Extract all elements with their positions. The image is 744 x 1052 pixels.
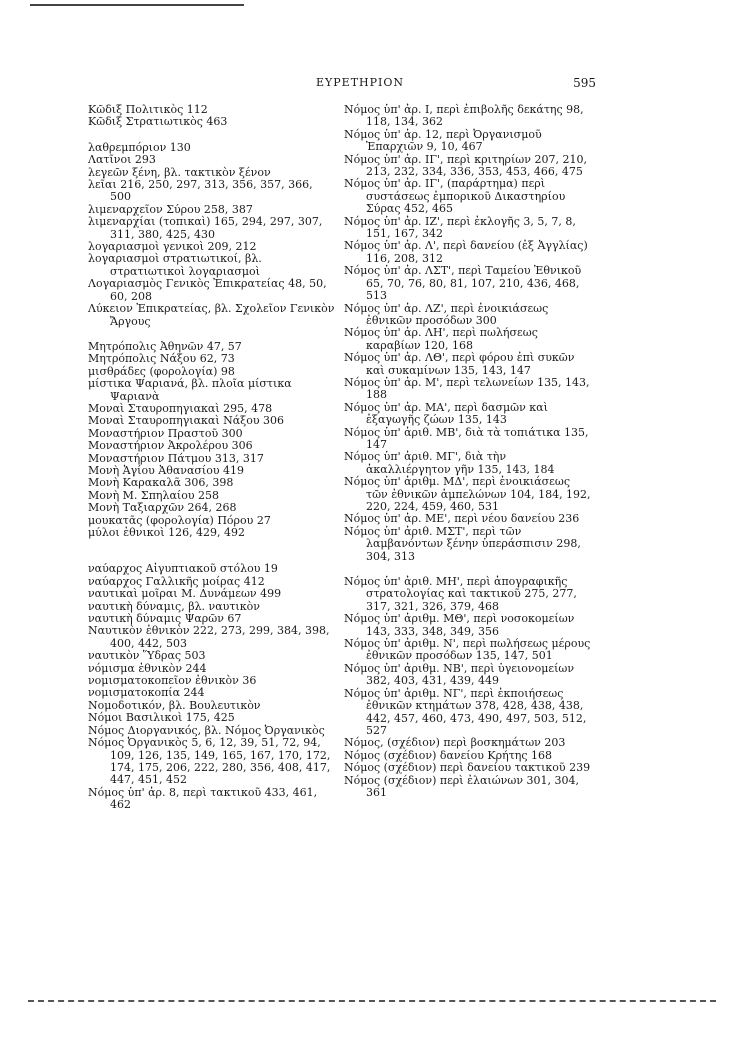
index-entry: Νόμος ὑπ' ἀριθμ. ΝΓ', περὶ ἐκποιήσεως ἐθνικῶν κτημάτων 378, 428, 438, 438, 442, 457, 460, 473, 490, 497, 503, 512, 527 [344,686,587,737]
index-column-left [88,104,336,812]
index-entry: ναυτικὸν Ὕδρας 503 [88,649,206,663]
index-entry: Νόμος ὑπ' ἀρ. Ι, περὶ ἐπιβολῆς δεκάτης 98, 118, 134, 362 [344,103,584,129]
index-entry: Μονὴ Ἁγίου Ἀθανασίου 419 [88,463,245,477]
index-entry: μισθράδες (φορολογία) 98 [88,364,235,378]
index-entry: λαθρεμπόριον 130 [88,140,191,154]
index-entry: νόμισμα ἐθνικὸν 244 [88,661,207,675]
index-entry: Νόμος ὑπ' ἀρ. ΛΗ', περὶ πωλήσεως καραβίων 120, 168 [344,326,538,352]
index-entry: Νόμοι Βασιλικοὶ 175, 425 [88,711,235,725]
index-entry: Νόμος (σχέδιον) περὶ δανείου τακτικοῦ 239 [344,761,591,775]
index-entry: Νόμος ὑπ' ἀρ. 8, περὶ τακτικοῦ 433, 461, 462 [88,785,318,812]
index-entry: Νόμος ὑπ' ἀριθ. ΜΓ', διὰ τὴν ἀκαλλιέργητον γῆν 135, 143, 184 [344,450,555,476]
index-entry: Νόμος ὑπ' ἀρ. ΛΘ', περὶ φόρου ἐπὶ συκῶν καὶ συκαμίνων 135, 143, 147 [344,351,575,377]
index-entry: Νόμος ὑπ' ἀριθμ. Ν', περὶ πωλήσεως μέρους ἐθνικῶν προσόδων 135, 147, 501 [344,637,591,663]
index-entry: νομισματοκοπεῖον ἐθνικὸν 36 [88,674,257,688]
index-entry: Νόμος ὑπ' ἀριθμ. ΜΔ', περὶ ἐνοικιάσεως τῶν ἐθνικῶν ἀμπελώνων 104, 184, 192, 220, 224, 459, 460, 531 [344,475,591,513]
index-entry: λεῖαι 216, 250, 297, 313, 356, 357, 366, 500 [88,178,313,204]
index-entry: Ναυτικὸν ἐθνικὸν 222, 273, 299, 384, 398, 400, 442, 503 [88,624,330,650]
index-entry: Νόμος ὑπ' ἀρ. ΛΖ', περὶ ἐνοικιάσεως ἐθνικῶν προσόδων 300 [344,301,549,327]
index-entry: Μητρόπολις Νάξου 62, 73 [88,352,235,366]
index-entry: ναυτικὴ δύναμις, βλ. ναυτικὸν [88,599,260,613]
index-entry: Νόμος ὑπ' ἀριθ. ΜΗ', περὶ ἀπογραφικῆς στρατολογίας καὶ τακτικοῦ 275, 277, 317, 321, 326, 379, 468 [344,575,577,613]
index-entry: Νόμος (σχέδιον) δανείου Κρήτης 168 [344,748,553,762]
top-edge-rule [30,4,244,6]
index-entry: Νόμος ὑπ' ἀριθ. ΜΒ', διὰ τὰ τοπιάτικα 135, 147 [344,425,589,451]
index-entry: μύλοι ἐθνικοὶ 126, 429, 492 [88,526,246,539]
index-entry: Μονὴ Καρακαλᾶ 306, 398 [88,476,234,490]
index-entry: Νόμος ὑπ' ἀριθμ. ΜΘ', περὶ νοσοκομείων 143, 333, 348, 349, 356 [344,612,575,638]
index-entry: Νόμος ὑπ' ἀρ. ΙΓ', περὶ κριτηρίων 207, 210, 213, 232, 334, 336, 353, 453, 466, 475 [344,152,587,179]
index-entry: Νόμος ὑπ' ἀρ. Λ', περὶ δανείου (ἐξ Ἀγγλίας) 116, 208, 312 [344,239,588,265]
index-entry: Νομοδοτικόν, βλ. Βουλευτικὸν [88,698,261,712]
index-entry: λεγεῶν ξένη, βλ. τακτικὸν ξένον [88,165,271,179]
index-entry: Νόμος Διοργανικός, βλ. Νόμος Ὀργανικὸς [88,723,325,737]
bottom-edge-rule [28,1000,716,1002]
index-entry: Νόμος ὑπ' ἀρ. ΜΕ', περὶ νέου δανείου 236 [344,512,580,526]
index-entry: Νόμος ὑπ' ἀριθμ. ΝΒ', περὶ ὑγειονομείων 382, 403, 431, 439, 449 [344,661,575,688]
index-entry: Μονὴ Μ. Σπηλαίου 258 [88,488,220,502]
index-entry: Νόμος ὑπ' ἀρ. ΜΑ', περὶ δασμῶν καὶ ἐξαγωγῆς ζώων 135, 143 [344,400,548,427]
index-entry: Λογαριασμὸς Γενικὸς Ἐπικρατείας 48, 50, 60, 208 [88,277,327,303]
index-entry: ναύαρχος Γαλλικῆς μοίρας 412 [88,574,265,588]
index-entry: ναυτικὴ δύναμις Ψαρῶν 67 [88,612,242,626]
index-entry: μουκατᾶς (φορολογία) Πόρου 27 [88,513,271,527]
index-entry: Μονὴ Ταξιαρχῶν 264, 268 [88,501,237,515]
index-entry: Κῶδιξ Στρατιωτικὸς 463 [88,115,228,129]
index-entry: Νόμος ὑπ' ἀρ. ΛΣΤ', περὶ Ταμείου Ἐθνικοῦ 65, 70, 76, 80, 81, 107, 210, 436, 468, 513 [344,264,582,303]
index-entry: λογαριασμοὶ στρατιωτικοί, βλ. στρατιωτικοὶ λογαριασμοὶ [88,252,262,278]
index-entry: Λατῖνοι 293 [88,153,156,167]
index-entry: Νόμος ὑπ' ἀρ. ΙΖ', περὶ ἐκλογῆς 3, 5, 7, 8, 151, 167, 342 [344,214,576,241]
page-number: 595 [573,76,596,90]
index-entry: Νόμος ὑπ' ἀρ. Μ', περὶ τελωνείων 135, 143, 188 [344,375,590,402]
index-entry: νομισματοκοπία 244 [88,686,205,700]
index-entry: Λύκειον Ἐπικρατείας, βλ. Σχολεῖον Γενικὸν Ἄργους [88,302,335,328]
index-entry: λιμεναρχίαι (τοπικαὶ) 165, 294, 297, 307, 311, 380, 425, 430 [88,215,323,241]
index-entry: μίστικα Ψαριανά, βλ. πλοῖα μίστικα Ψαριανὰ [88,377,292,403]
index-entry: Νόμος Ὀργανικὸς 5, 6, 12, 39, 51, 72, 94, 109, 126, 135, 149, 165, 167, 170, 172, 174, 175, 206, 222, 280, 356, 408, 417, 447, 451, 452 [88,736,331,787]
running-head [0,76,744,92]
index-entry: Μοναὶ Σταυροπηγιακαὶ 295, 478 [88,401,273,415]
index-entry: Νόμος ὑπ' ἀρ. ΙΓ', (παράρτημα) περὶ συστάσεως ἐμπορικοῦ Δικαστηρίου Σύρας 452, 465 [344,177,566,216]
index-entry: Νόμος ὑπ' ἀριθ. ΜΣΤ', περὶ τῶν λαμβανόντων ξένην ὑπεράσπισιν 298, 304, 313 [344,524,581,563]
index-entry: λιμεναρχεῖον Σύρου 258, 387 [88,202,253,216]
running-title: ΕΥΡΕΤΗΡΙΟΝ [315,76,405,89]
index-entry: Νόμος (σχέδιον) περὶ ἐλαιώνων 301, 304, 361 [344,773,579,799]
index-entry: Μοναστήριον Ἀκρολέρου 306 [88,439,253,453]
index-entry: ναύαρχος Αἰγυπτιακοῦ στόλου 19 [88,562,278,576]
index-entry: Μοναστήριον Πραστοῦ 300 [88,426,243,440]
index-entry: Μοναστήριον Πάτμου 313, 317 [88,451,264,465]
index-entry: Μητρόπολις Ἀθηνῶν 47, 57 [88,339,242,353]
index-entry: Νόμος ὑπ' ἀρ. 12, περὶ Ὀργανισμοῦ Ἐπαρχιῶν 9, 10, 467 [344,127,542,154]
index-column-right [344,104,592,799]
index-entry: λογαριασμοὶ γενικοὶ 209, 212 [88,240,257,254]
index-entry: Νόμος, (σχέδιον) περὶ βοσκημάτων 203 [344,736,566,750]
index-entry: Κῶδιξ Πολιτικὸς 112 [88,103,208,116]
index-entry: ναυτικαὶ μοῖραι Μ. Δυνάμεων 499 [88,587,282,601]
index-entry: Μοναὶ Σταυροπηγιακαὶ Νάξου 306 [88,414,285,428]
